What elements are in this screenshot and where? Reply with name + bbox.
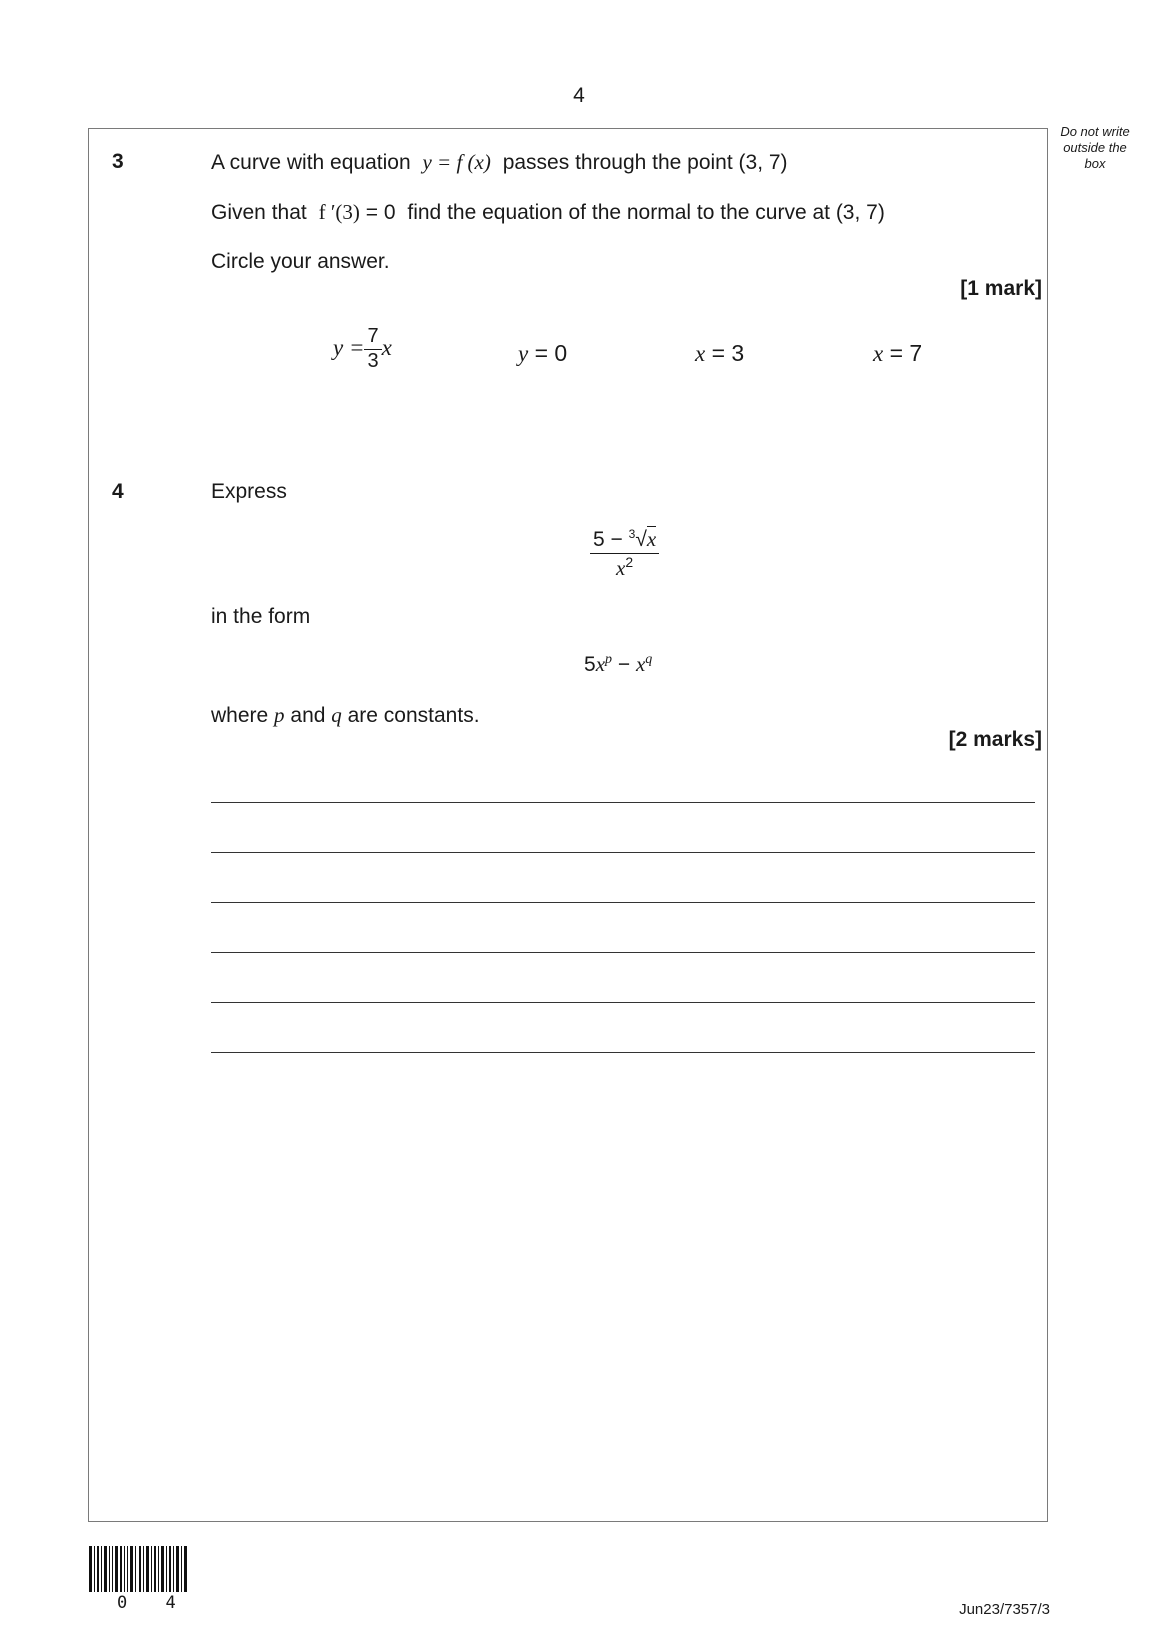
- question-4-number: 4: [112, 480, 124, 503]
- answer-line-4[interactable]: [211, 952, 1035, 953]
- q3-line1-text-b: passes through the point (3, 7): [502, 151, 788, 174]
- radicand: x: [646, 527, 657, 551]
- margin-note-line-3: box: [1084, 156, 1106, 171]
- question-3-line-2: [211, 200, 885, 225]
- option-y-seven-thirds-x[interactable]: [333, 326, 392, 372]
- barcode-digits: 0 4: [117, 1593, 190, 1613]
- expression-numerator: [590, 528, 659, 554]
- where-constants: are constants.: [347, 704, 480, 727]
- q3-line1-equation: y = f (x): [422, 150, 491, 174]
- option1-denominator: 3: [367, 350, 379, 372]
- form-coefficient: 5: [584, 653, 596, 676]
- expression-fraction-stack: [590, 528, 659, 580]
- answer-box-frame: [88, 128, 1048, 1522]
- option2-var: y: [518, 341, 529, 366]
- question-3-instruction: Circle your answer.: [211, 250, 390, 273]
- option1-lhs: y =: [333, 335, 365, 361]
- form-exponent-q: q: [645, 652, 653, 667]
- page-number: 4: [573, 84, 585, 107]
- option4-rest: = 7: [889, 340, 923, 366]
- question-4-in-the-form: in the form: [211, 605, 311, 628]
- option1-var: x: [381, 335, 392, 361]
- option4-var: x: [873, 341, 884, 366]
- answer-line-6[interactable]: [211, 1052, 1035, 1053]
- question-4-where: [211, 703, 480, 728]
- barcode: [89, 1546, 189, 1592]
- option1-fraction: [364, 326, 381, 372]
- option3-rest: = 3: [711, 340, 745, 366]
- expression-fraction: [590, 528, 659, 580]
- radical-sign: √: [635, 528, 647, 551]
- answer-line-2[interactable]: [211, 852, 1035, 853]
- question-4-express: Express: [211, 480, 287, 503]
- answer-line-1[interactable]: [211, 802, 1035, 803]
- expression-numerator-five-minus: 5 −: [593, 528, 623, 551]
- question-4-marks: [2 marks]: [948, 728, 1042, 751]
- where-text: where: [211, 704, 269, 727]
- option2-rest: = 0: [534, 340, 568, 366]
- q3-line2-condition: [319, 201, 396, 224]
- option3-var: x: [695, 341, 706, 366]
- option-x-equals-7[interactable]: [873, 340, 922, 367]
- q3-line2-equals-zero: = 0: [365, 201, 396, 224]
- margin-note-line-2: outside the: [1063, 140, 1127, 155]
- answer-line-5[interactable]: [211, 1002, 1035, 1003]
- paper-reference-code: Jun23/7357/3: [959, 1601, 1050, 1618]
- form-var-2: x: [635, 652, 646, 676]
- denominator-var: x: [616, 556, 626, 581]
- where-q: q: [331, 703, 342, 727]
- question-3-marks: [1 mark]: [960, 277, 1042, 300]
- q3-line2-text-b: find the equation of the normal to the curve at (3, 7): [407, 201, 885, 224]
- form-var-1: x: [595, 652, 606, 676]
- question-3-number: 3: [112, 150, 124, 173]
- denominator-exponent: 2: [625, 554, 634, 571]
- option-y-equals-0[interactable]: [518, 340, 567, 367]
- target-form: [584, 652, 652, 677]
- answer-line-3[interactable]: [211, 902, 1035, 903]
- q3-line1-text-a: A curve with equation: [211, 151, 411, 174]
- form-minus: −: [617, 653, 631, 676]
- question-3-line-1: [211, 150, 788, 175]
- form-exponent-p: p: [605, 652, 613, 667]
- option1-numerator: 7: [364, 326, 381, 350]
- margin-note: [1052, 124, 1138, 172]
- margin-note-line-1: Do not write: [1060, 124, 1130, 139]
- expression-denominator: [613, 554, 636, 580]
- q3-line2-derivative: f ′(3): [318, 200, 360, 224]
- cube-root-index: 3: [628, 527, 636, 541]
- option-x-equals-3[interactable]: [695, 340, 744, 367]
- q3-line2-text-a: Given that: [211, 201, 307, 224]
- where-p: p: [274, 703, 285, 727]
- where-and: and: [290, 704, 326, 727]
